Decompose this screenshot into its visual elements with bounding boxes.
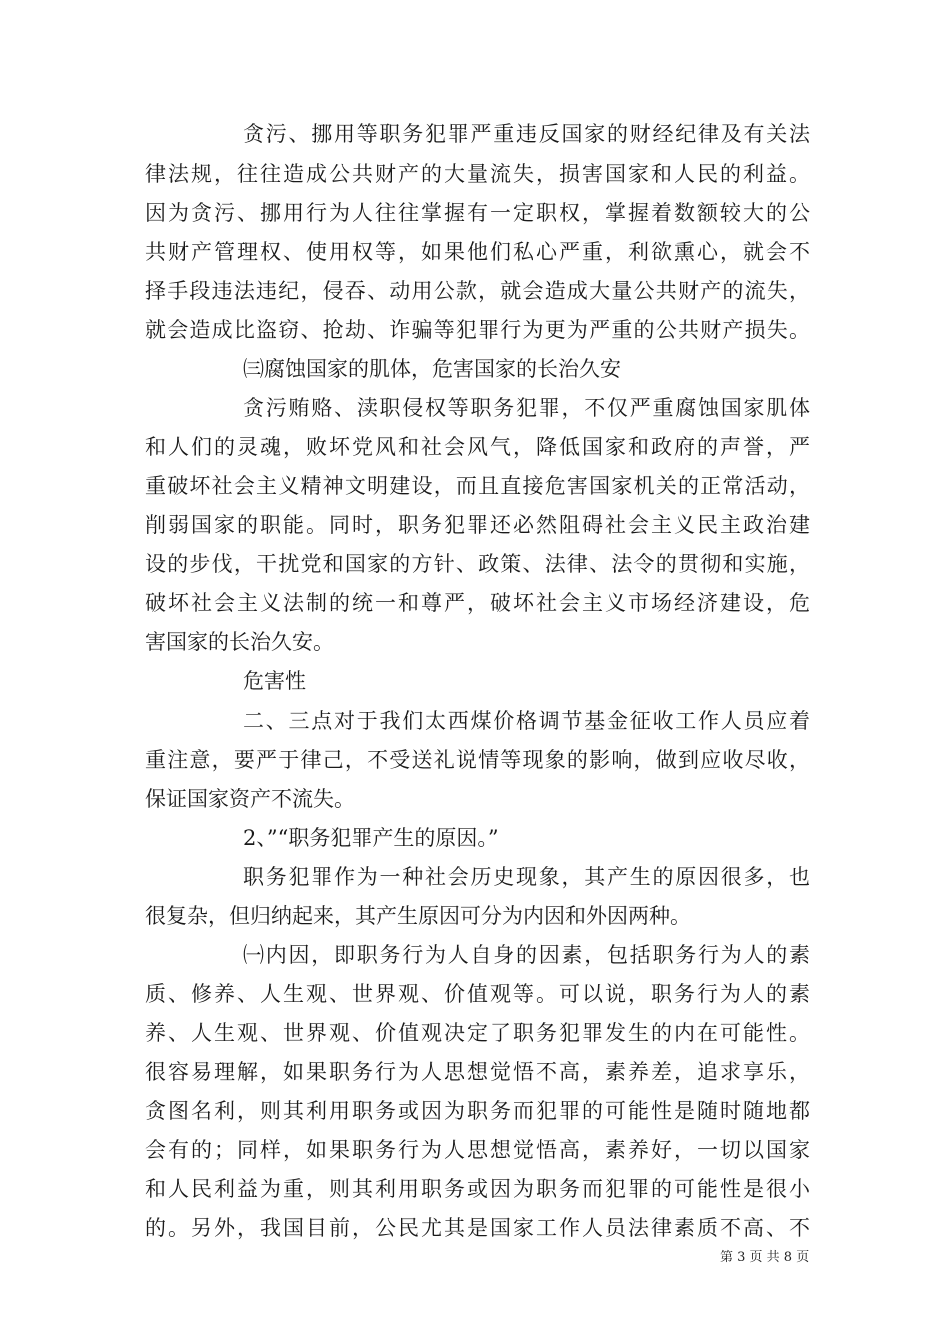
text-line: 破坏社会主义法制的统一和尊严，破坏社会主义市场经济建设，危	[145, 591, 810, 615]
text-line: 二、三点对于我们太西煤价格调节基金征收工作人员应着	[243, 709, 810, 733]
section-heading: 2、”“职务犯罪产生的原因。”	[243, 826, 499, 850]
text-line: 职务犯罪作为一种社会历史现象，其产生的原因很多，也	[243, 865, 810, 889]
section-heading: ㈢腐蚀国家的肌体，危害国家的长治久安	[243, 357, 621, 381]
section-heading: 危害性	[243, 669, 306, 693]
text-line: 共财产管理权、使用权等，如果他们私心严重，利欲熏心，就会不	[145, 240, 810, 264]
text-line: 削弱国家的职能。同时，职务犯罪还必然阻碍社会主义民主政治建	[145, 513, 810, 537]
text-line: 很复杂，但归纳起来，其产生原因可分为内因和外因两种。	[145, 904, 691, 928]
text-line: 和人们的灵魂，败坏党风和社会风气，降低国家和政府的声誉，严	[145, 435, 810, 459]
text-line: 重注意，要严于律己，不受送礼说情等现象的影响，做到应收尽收，	[145, 748, 810, 772]
text-line: ㈠内因，即职务行为人自身的因素，包括职务行为人的素	[243, 943, 810, 967]
text-line: 的。另外，我国目前，公民尤其是国家工作人员法律素质不高、不	[145, 1216, 810, 1240]
text-line: 重破坏社会主义精神文明建设，而且直接危害国家机关的正常活动，	[145, 474, 810, 498]
text-line: 设的步伐，干扰党和国家的方针、政策、法律、法令的贯彻和实施，	[145, 552, 810, 576]
text-line: 和人民利益为重，则其利用职务或因为职务而犯罪的可能性是很小	[145, 1177, 810, 1201]
text-line: 保证国家资产不流失。	[145, 787, 355, 811]
text-line: 质、修养、人生观、世界观、价值观等。可以说，职务行为人的素	[145, 982, 810, 1006]
text-line: 贪污、挪用等职务犯罪严重违反国家的财经纪律及有关法	[243, 122, 810, 146]
text-line: 就会造成比盗窃、抢劫、诈骗等犯罪行为更为严重的公共财产损失。	[145, 318, 810, 342]
text-line: 很容易理解，如果职务行为人思想觉悟不高，素养差，追求享乐，	[145, 1060, 810, 1084]
text-line: 律法规，往往造成公共财产的大量流失，损害国家和人民的利益。	[145, 162, 810, 186]
text-line: 贪污贿赂、渎职侵权等职务犯罪，不仅严重腐蚀国家肌体	[243, 396, 810, 420]
page-number: 第 3 页 共 8 页	[720, 1250, 810, 1265]
text-line: 养、人生观、世界观、价值观决定了职务犯罪发生的内在可能性。	[145, 1021, 810, 1045]
text-line: 择手段违法违纪，侵吞、动用公款，就会造成大量公共财产的流失，	[145, 279, 810, 303]
text-line: 害国家的长治久安。	[145, 630, 334, 654]
text-line: 因为贪污、挪用行为人往往掌握有一定职权，掌握着数额较大的公	[145, 201, 810, 225]
text-line: 会有的；同样，如果职务行为人思想觉悟高，素养好，一切以国家	[145, 1138, 810, 1162]
text-line: 贪图名利，则其利用职务或因为职务而犯罪的可能性是随时随地都	[145, 1099, 810, 1123]
